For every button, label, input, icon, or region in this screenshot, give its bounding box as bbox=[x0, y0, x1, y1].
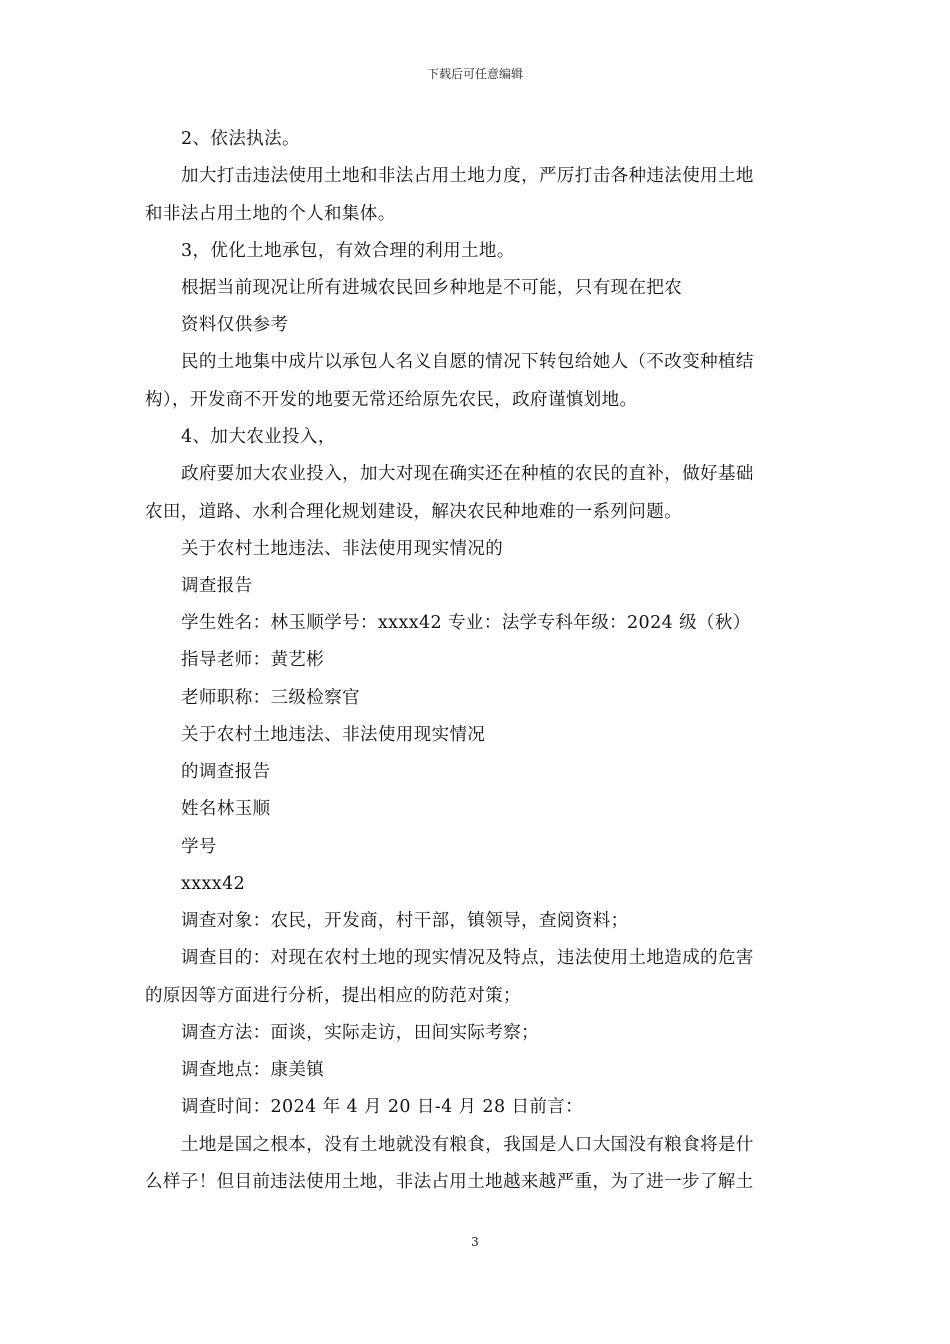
paragraph-line: 加大打击违法使用土地和非法占用土地力度，严厉打击各种违法使用土地 bbox=[181, 166, 754, 186]
paragraph-line: 调查时间：2024 年 4 月 20 日-4 月 28 日前言： bbox=[181, 1097, 584, 1117]
page-header: 下载后可任意编辑 bbox=[426, 67, 523, 81]
paragraph-line: 关于农村土地违法、非法使用现实情况 bbox=[181, 725, 486, 745]
paragraph-line: 农田，道路、水利合理化规划建设，解决农民种地难的一系列问题。 bbox=[145, 502, 682, 522]
paragraph-line: 3，优化土地承包，有效合理的利用土地。 bbox=[181, 241, 515, 261]
paragraph-line: 和非法占用土地的个人和集体。 bbox=[145, 204, 396, 224]
paragraph-line: 根据当前现况让所有进城农民回乡种地是不可能，只有现在把农 bbox=[181, 278, 683, 298]
page-number: 3 bbox=[471, 1235, 479, 1249]
paragraph-line: 2、依法执法。 bbox=[181, 129, 300, 149]
paragraph-line: 土地是国之根本，没有土地就没有粮食，我国是人口大国没有粮食将是什 bbox=[181, 1135, 754, 1155]
paragraph-line: 的原因等方面进行分析，提出相应的防范对策； bbox=[145, 986, 521, 1006]
paragraph-line: 学生姓名：林玉顺学号：xxxx42 专业：法学专科年级：2024 级（秋） bbox=[181, 613, 751, 633]
paragraph-line: 调查方法：面谈，实际走访，田间实际考察； bbox=[181, 1023, 539, 1043]
paragraph-line: 指导老师：黄艺彬 bbox=[181, 650, 325, 670]
paragraph-line: xxxx42 bbox=[181, 874, 246, 894]
paragraph-line: 关于农村土地违法、非法使用现实情况的 bbox=[181, 539, 504, 559]
paragraph-line: 政府要加大农业投入，加大对现在确实还在种植的农民的直补，做好基础 bbox=[181, 464, 754, 484]
paragraph-line: 的调查报告 bbox=[181, 762, 271, 782]
paragraph-line: 资料仅供参考 bbox=[181, 315, 289, 335]
paragraph-line: 老师职称：三级检察官 bbox=[181, 688, 360, 708]
paragraph-line: 姓名林玉顺 bbox=[181, 799, 271, 819]
paragraph-line: 调查对象：农民，开发商，村干部，镇领导，查阅资料； bbox=[181, 911, 629, 931]
paragraph-line: 调查地点：康美镇 bbox=[181, 1060, 325, 1080]
paragraph-line: 民的土地集中成片以承包人名义自愿的情况下转包给她人（不改变种植结 bbox=[181, 352, 754, 372]
paragraph-line: 4、加大农业投入， bbox=[181, 427, 336, 447]
paragraph-line: 构），开发商不开发的地要无常还给原先农民，政府谨慎划地。 bbox=[145, 390, 638, 410]
paragraph-line: 调查报告 bbox=[181, 576, 253, 596]
paragraph-line: 调查目的：对现在农村土地的现实情况及特点，违法使用土地造成的危害 bbox=[181, 948, 754, 968]
paragraph-line: 学号 bbox=[181, 837, 217, 857]
paragraph-line: 么样子！但目前违法使用土地，非法占用土地越来越严重，为了进一步了解土 bbox=[145, 1172, 754, 1192]
